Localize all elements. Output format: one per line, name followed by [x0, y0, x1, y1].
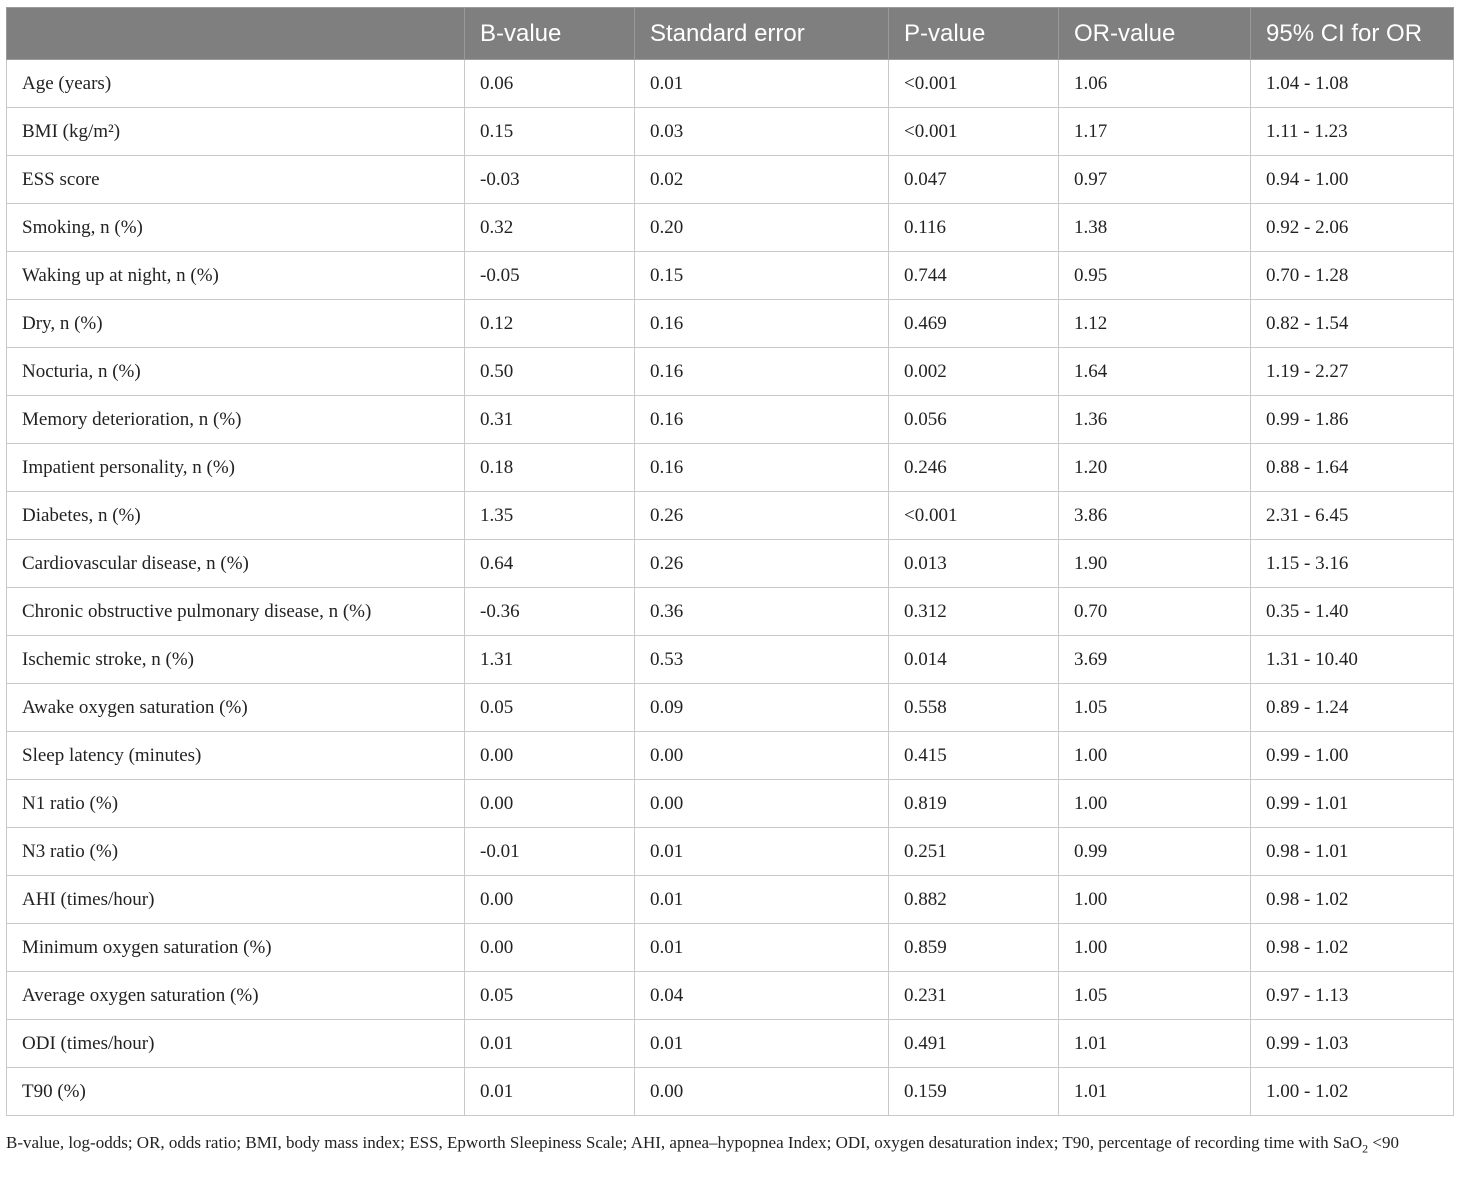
cell-ci-95: 1.15 - 3.16 [1251, 540, 1454, 588]
cell-b-value: 1.31 [465, 636, 635, 684]
table-row [7, 636, 1454, 684]
cell-p-value: 0.744 [889, 252, 1059, 300]
cell-standard-error: 0.16 [635, 444, 889, 492]
footnote-text-end: <90 [1368, 1133, 1399, 1152]
cell-standard-error: 0.53 [635, 636, 889, 684]
table-row [7, 684, 1454, 732]
cell-p-value: 0.819 [889, 780, 1059, 828]
cell-standard-error: 0.16 [635, 396, 889, 444]
cell-b-value: -0.05 [465, 252, 635, 300]
cell-ci-95: 0.92 - 2.06 [1251, 204, 1454, 252]
cell-variable: AHI (times/hour) [7, 876, 465, 924]
cell-variable: Smoking, n (%) [7, 204, 465, 252]
footnote-subscript: 2 [1362, 1141, 1369, 1156]
cell-standard-error: 0.04 [635, 972, 889, 1020]
cell-or-value: 0.99 [1059, 828, 1251, 876]
cell-standard-error: 0.00 [635, 732, 889, 780]
cell-standard-error: 0.00 [635, 1068, 889, 1116]
table-row [7, 60, 1454, 108]
cell-ci-95: 0.82 - 1.54 [1251, 300, 1454, 348]
cell-ci-95: 0.99 - 1.03 [1251, 1020, 1454, 1068]
cell-p-value: 0.013 [889, 540, 1059, 588]
cell-variable: Ischemic stroke, n (%) [7, 636, 465, 684]
cell-ci-95: 0.70 - 1.28 [1251, 252, 1454, 300]
cell-standard-error: 0.26 [635, 540, 889, 588]
cell-or-value: 0.70 [1059, 588, 1251, 636]
cell-p-value: 0.047 [889, 156, 1059, 204]
table-row [7, 252, 1454, 300]
cell-variable: Awake oxygen saturation (%) [7, 684, 465, 732]
cell-p-value: 0.312 [889, 588, 1059, 636]
table-row [7, 876, 1454, 924]
cell-variable: Impatient personality, n (%) [7, 444, 465, 492]
cell-variable: N1 ratio (%) [7, 780, 465, 828]
cell-b-value: 0.18 [465, 444, 635, 492]
cell-or-value: 1.17 [1059, 108, 1251, 156]
table-row [7, 348, 1454, 396]
cell-or-value: 1.00 [1059, 732, 1251, 780]
cell-or-value: 1.90 [1059, 540, 1251, 588]
cell-variable: ODI (times/hour) [7, 1020, 465, 1068]
cell-b-value: 0.32 [465, 204, 635, 252]
cell-ci-95: 0.98 - 1.02 [1251, 924, 1454, 972]
cell-p-value: 0.415 [889, 732, 1059, 780]
cell-standard-error: 0.00 [635, 780, 889, 828]
column-header-or-value: OR-value [1059, 8, 1251, 60]
cell-b-value: 0.00 [465, 732, 635, 780]
cell-b-value: 0.01 [465, 1068, 635, 1116]
cell-p-value: 0.882 [889, 876, 1059, 924]
cell-p-value: 0.469 [889, 300, 1059, 348]
table-row [7, 1068, 1454, 1116]
cell-or-value: 1.64 [1059, 348, 1251, 396]
cell-ci-95: 0.97 - 1.13 [1251, 972, 1454, 1020]
table-row [7, 1020, 1454, 1068]
cell-standard-error: 0.26 [635, 492, 889, 540]
header-row [7, 8, 1454, 60]
column-header-ci-95: 95% CI for OR [1251, 8, 1454, 60]
cell-standard-error: 0.16 [635, 348, 889, 396]
cell-or-value: 3.69 [1059, 636, 1251, 684]
cell-b-value: 0.12 [465, 300, 635, 348]
cell-b-value: 0.50 [465, 348, 635, 396]
cell-or-value: 1.12 [1059, 300, 1251, 348]
cell-variable: Age (years) [7, 60, 465, 108]
table-row [7, 924, 1454, 972]
cell-variable: Memory deterioration, n (%) [7, 396, 465, 444]
cell-variable: Average oxygen saturation (%) [7, 972, 465, 1020]
cell-b-value: 0.00 [465, 924, 635, 972]
cell-ci-95: 0.88 - 1.64 [1251, 444, 1454, 492]
table-row [7, 828, 1454, 876]
column-header-variable [7, 8, 465, 60]
cell-ci-95: 1.31 - 10.40 [1251, 636, 1454, 684]
cell-b-value: 0.00 [465, 780, 635, 828]
table-row [7, 732, 1454, 780]
table-row [7, 300, 1454, 348]
cell-variable: Sleep latency (minutes) [7, 732, 465, 780]
cell-variable: ESS score [7, 156, 465, 204]
cell-variable: BMI (kg/m²) [7, 108, 465, 156]
cell-b-value: 0.06 [465, 60, 635, 108]
cell-b-value: 1.35 [465, 492, 635, 540]
cell-ci-95: 0.99 - 1.01 [1251, 780, 1454, 828]
cell-or-value: 1.01 [1059, 1068, 1251, 1116]
table-row [7, 492, 1454, 540]
cell-variable: Diabetes, n (%) [7, 492, 465, 540]
cell-ci-95: 0.89 - 1.24 [1251, 684, 1454, 732]
cell-p-value: 0.116 [889, 204, 1059, 252]
cell-standard-error: 0.20 [635, 204, 889, 252]
cell-b-value: -0.01 [465, 828, 635, 876]
cell-or-value: 1.06 [1059, 60, 1251, 108]
cell-p-value: 0.002 [889, 348, 1059, 396]
cell-ci-95: 0.98 - 1.02 [1251, 876, 1454, 924]
cell-or-value: 1.01 [1059, 1020, 1251, 1068]
cell-ci-95: 1.00 - 1.02 [1251, 1068, 1454, 1116]
cell-b-value: 0.15 [465, 108, 635, 156]
cell-or-value: 3.86 [1059, 492, 1251, 540]
cell-or-value: 1.00 [1059, 876, 1251, 924]
cell-ci-95: 0.94 - 1.00 [1251, 156, 1454, 204]
cell-variable: Cardiovascular disease, n (%) [7, 540, 465, 588]
cell-b-value: 0.64 [465, 540, 635, 588]
cell-b-value: 0.05 [465, 684, 635, 732]
cell-ci-95: 0.98 - 1.01 [1251, 828, 1454, 876]
cell-ci-95: 0.99 - 1.00 [1251, 732, 1454, 780]
cell-ci-95: 1.04 - 1.08 [1251, 60, 1454, 108]
table-footnote [6, 1131, 1456, 1160]
cell-or-value: 1.05 [1059, 684, 1251, 732]
cell-ci-95: 1.19 - 2.27 [1251, 348, 1454, 396]
cell-b-value: 0.00 [465, 876, 635, 924]
cell-variable: Dry, n (%) [7, 300, 465, 348]
cell-standard-error: 0.02 [635, 156, 889, 204]
table-row [7, 156, 1454, 204]
cell-or-value: 1.38 [1059, 204, 1251, 252]
cell-p-value: 0.251 [889, 828, 1059, 876]
cell-or-value: 1.00 [1059, 780, 1251, 828]
cell-p-value: 0.159 [889, 1068, 1059, 1116]
cell-p-value: <0.001 [889, 60, 1059, 108]
cell-standard-error: 0.01 [635, 924, 889, 972]
footnote-text: B-value, log-odds; OR, odds ratio; BMI, body mass index; ESS, Epworth Sleepiness Scale; AHI, apnea–hypopnea Index; ODI, oxygen desaturation index; T90, percentage of recording time with SaO [6, 1133, 1363, 1152]
table-row [7, 540, 1454, 588]
cell-standard-error: 0.01 [635, 60, 889, 108]
table-body [7, 60, 1454, 1116]
table-row [7, 396, 1454, 444]
cell-b-value: 0.05 [465, 972, 635, 1020]
cell-variable: Nocturia, n (%) [7, 348, 465, 396]
cell-p-value: 0.231 [889, 972, 1059, 1020]
cell-standard-error: 0.01 [635, 828, 889, 876]
cell-variable: Chronic obstructive pulmonary disease, n (%) [7, 588, 465, 636]
table-row [7, 108, 1454, 156]
cell-p-value: 0.056 [889, 396, 1059, 444]
cell-variable: T90 (%) [7, 1068, 465, 1116]
cell-ci-95: 1.11 - 1.23 [1251, 108, 1454, 156]
cell-p-value: <0.001 [889, 492, 1059, 540]
table-row [7, 444, 1454, 492]
cell-ci-95: 0.35 - 1.40 [1251, 588, 1454, 636]
cell-p-value: 0.246 [889, 444, 1059, 492]
cell-variable: Minimum oxygen saturation (%) [7, 924, 465, 972]
cell-b-value: 0.31 [465, 396, 635, 444]
cell-ci-95: 2.31 - 6.45 [1251, 492, 1454, 540]
table-row [7, 588, 1454, 636]
table-row [7, 780, 1454, 828]
cell-ci-95: 0.99 - 1.86 [1251, 396, 1454, 444]
regression-table [6, 7, 1454, 1116]
cell-or-value: 1.00 [1059, 924, 1251, 972]
column-header-standard-error: Standard error [635, 8, 889, 60]
cell-standard-error: 0.09 [635, 684, 889, 732]
cell-b-value: -0.03 [465, 156, 635, 204]
cell-standard-error: 0.16 [635, 300, 889, 348]
cell-variable: Waking up at night, n (%) [7, 252, 465, 300]
column-header-p-value: P-value [889, 8, 1059, 60]
cell-or-value: 1.05 [1059, 972, 1251, 1020]
cell-or-value: 0.95 [1059, 252, 1251, 300]
cell-or-value: 1.20 [1059, 444, 1251, 492]
cell-p-value: <0.001 [889, 108, 1059, 156]
cell-p-value: 0.558 [889, 684, 1059, 732]
cell-b-value: 0.01 [465, 1020, 635, 1068]
cell-standard-error: 0.03 [635, 108, 889, 156]
cell-or-value: 0.97 [1059, 156, 1251, 204]
table-row [7, 972, 1454, 1020]
cell-standard-error: 0.36 [635, 588, 889, 636]
column-header-b-value: B-value [465, 8, 635, 60]
cell-p-value: 0.859 [889, 924, 1059, 972]
cell-standard-error: 0.15 [635, 252, 889, 300]
cell-standard-error: 0.01 [635, 1020, 889, 1068]
table-row [7, 204, 1454, 252]
cell-or-value: 1.36 [1059, 396, 1251, 444]
cell-standard-error: 0.01 [635, 876, 889, 924]
cell-p-value: 0.491 [889, 1020, 1059, 1068]
cell-p-value: 0.014 [889, 636, 1059, 684]
cell-b-value: -0.36 [465, 588, 635, 636]
cell-variable: N3 ratio (%) [7, 828, 465, 876]
